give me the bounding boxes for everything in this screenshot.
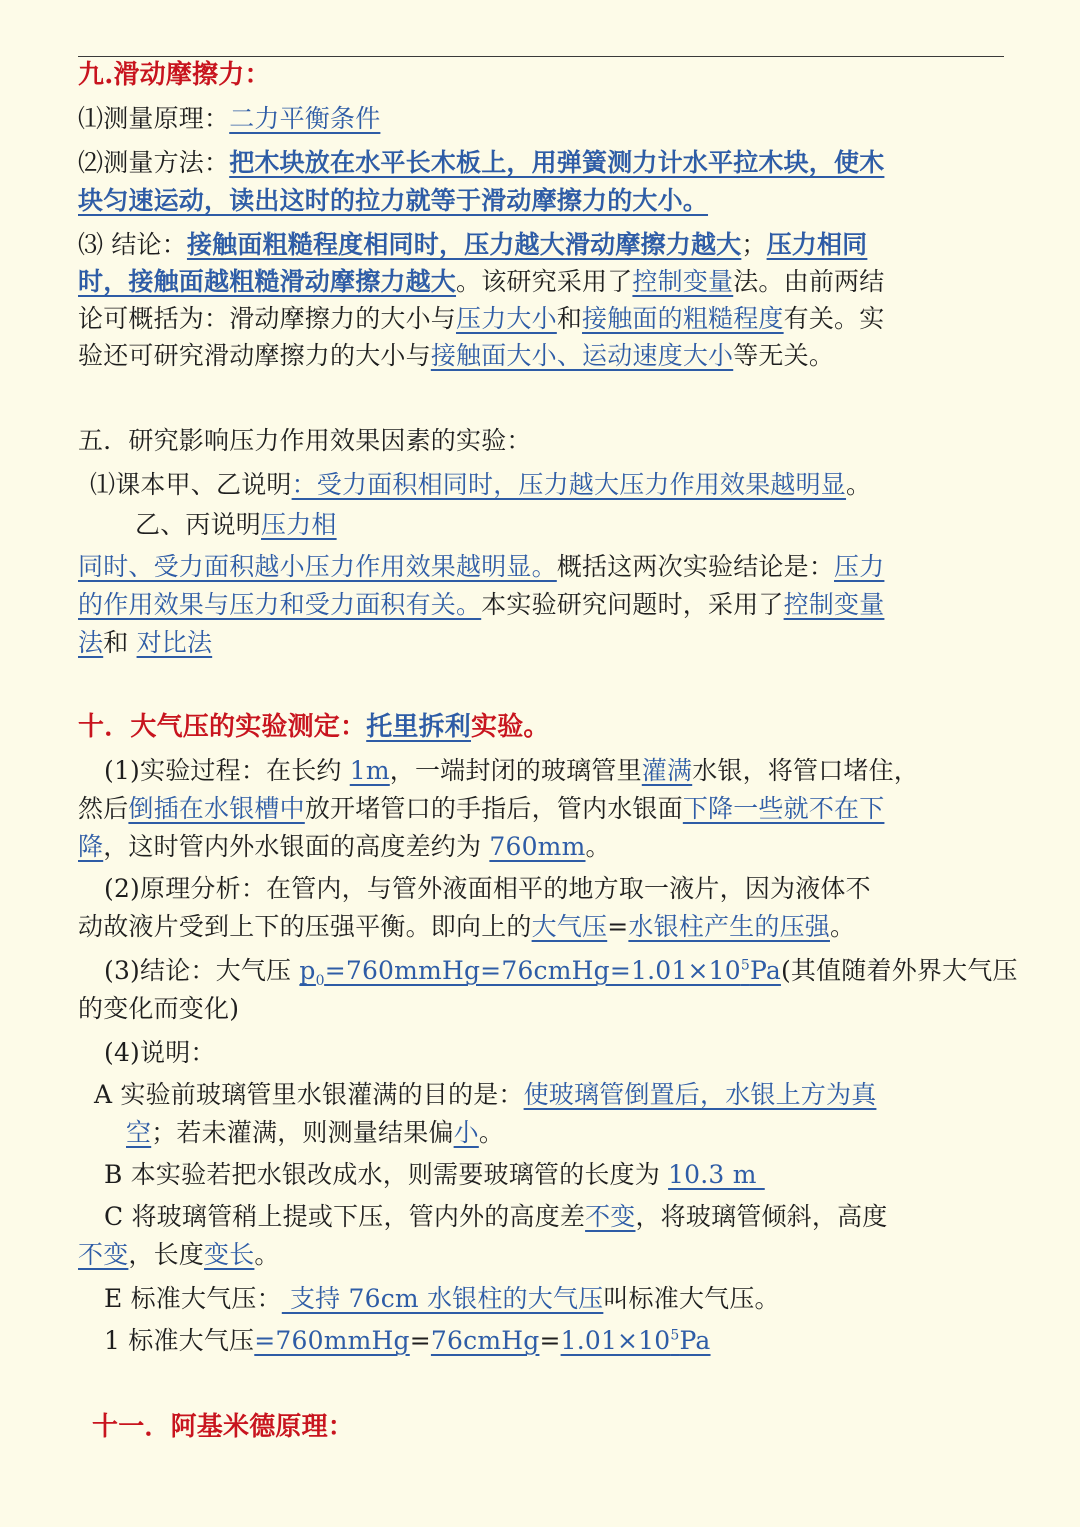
s10-p2-line-2 [78,908,1004,946]
s10-text: ，长度 [128,1240,205,1269]
section-10-title [78,708,1004,746]
s10-note-c-answer-2: 不变 [78,1240,129,1269]
s10-note-e-label: E 标准大气压： [104,1284,282,1313]
s9-factor-answer-2: 接触面的粗糙程度 [582,304,784,333]
s10-text: 。 [585,832,611,861]
s10-text: 水银，将管口堵住， [692,756,920,785]
s9-text: 等无关。 [733,341,835,370]
s9-item-2-line-2 [78,182,1004,220]
s9-text: 论可概括为：滑动摩擦力的大小与 [78,304,457,333]
s9-item-3-label: ⑶ 结论： [78,230,187,259]
s10-text: (其值随着外界大气压 [780,956,1018,985]
s9-item-1-label: ⑴测量原理： [78,104,230,133]
s10-note-b [104,1156,1030,1194]
s5-line-5 [78,624,1004,662]
s10-answer-fill: 灌满 [641,756,693,785]
s5-answer-3b: 的作用效果与压力和受力面积有关。 [78,590,482,619]
s5-answer-3a: 压力 [834,552,885,581]
s10-text: = [539,1326,561,1355]
s9-text: 验还可研究滑动摩擦力的大小与 [78,341,431,370]
s5-answer-1: ：受力面积相同时，压力越大压力作用效果越明显 [291,470,847,499]
s10-note-e-answer: 支持 76cm 水银柱的大气压 [281,1284,604,1313]
s5-answer-2b: 同时、受力面积越小压力作用效果越明显。 [78,552,557,581]
s9-conclusion-answer-2b: 时，接触面越粗糙滑动摩擦力越大 [78,267,457,296]
s10-text: 动故液片受到上下的压强平衡。即向上的 [78,912,532,941]
s10-text: 叫标准大气压。 [603,1284,780,1313]
s10-note-c-answer-3: 变长 [204,1240,255,1269]
s10-note-a-line-1 [94,1076,1004,1114]
s10-text: (1)实验过程：在长约 [104,756,350,785]
s10-note-a-answer-2: 小 [453,1118,479,1147]
s10-answer-column: 水银柱产生的压强 [628,912,830,941]
s5-line-4 [78,586,1004,624]
s10-note-a-line-2 [126,1114,1052,1152]
s10-text: ，这时管内外水银面的高度差约为 [103,832,490,861]
s5-text: 概括这两次实验结论是： [556,552,835,581]
s10-note-a-answer-b: 空 [126,1118,152,1147]
s9-item-2-answer-a: 把木块放在水平长木板上，用弹簧测力计水平拉木块，使木 [229,148,885,177]
s9-item-2-answer-b: 块匀速运动，读出这时的拉力就等于滑动摩擦力的大小。 [78,186,709,215]
s9-item-2-line-1 [78,144,1004,182]
s10-title-answer: 托里拆利 [366,712,472,742]
s10-title-c: 实验。 [471,712,550,742]
s9-text: 和 [556,304,583,333]
s9-item-1 [78,100,1004,138]
s5-line-2 [135,506,1061,544]
s9-item-3-line-2 [78,263,1004,301]
s10-std-label: 1 标准大气压 [104,1326,255,1355]
s10-answer-drop-a: 下降一些就不在下 [682,794,885,823]
s5-label-1: ⑴课本甲、乙说明 [90,470,292,499]
s10-p3-line-1 [104,952,1018,990]
s10-p4: (4)说明： [104,1038,216,1067]
s10-answer-length: 1m [349,756,390,785]
s10-text: 。 [254,1240,280,1269]
s5-text: 和 [103,628,137,657]
s10-text: = [607,912,629,941]
s10-text: = [409,1326,431,1355]
s10-answer-invert: 倒插在水银槽中 [128,794,305,823]
s9-text: 。该研究采用了 [456,267,633,296]
s10-answer-height: 760mm [489,832,586,861]
s9-sep: ； [741,230,767,259]
s10-text: 。 [478,1118,505,1147]
s9-item-2-label: ⑵测量方法： [78,148,230,177]
s10-note-c-label: C 将玻璃管稍上提或下压，管内外的高度差 [104,1202,586,1231]
s10-text: ，一端封闭的玻璃管里 [389,756,642,785]
s9-factor-answer-1: 压力大小 [456,304,557,333]
s10-p2-line-1: (2)原理分析：在管内，与管外液面相平的地方取一液片，因为液体不 [104,874,871,903]
section-9-title: 九.滑动摩擦力： [78,60,271,90]
s10-answer-drop-b: 降 [78,832,104,861]
s9-item-3-line-3 [78,300,1004,338]
s10-note-c-line-2 [78,1236,1004,1274]
s10-note-c-answer-1: 不变 [585,1202,636,1231]
section-5-title: 五．研究影响压力作用效果因素的实验： [78,426,532,455]
s10-answer-atm: 大气压 [531,912,608,941]
s10-note-a-label: A 实验前玻璃管里水银灌满的目的是： [94,1080,524,1109]
s5-end: 。 [846,470,872,499]
s9-item-3-line-1 [78,226,1004,264]
s10-note-a-answer-a: 使玻璃管倒置后，水银上方为真 [523,1080,877,1109]
s10-note-b-answer: 10.3 m [668,1160,765,1189]
s10-text: 然后 [78,794,129,823]
s10-std-answer-1: =760mmHg [254,1326,410,1355]
s9-method-answer: 控制变量 [632,267,734,296]
s9-item-1-answer: 二力平衡条件 [229,104,381,133]
s5-answer-2a: 压力相 [261,510,337,539]
s9-text: 法。由前两结 [733,267,885,296]
s10-p1-line-2 [78,790,1004,828]
s5-method-answer-2: 对比法 [136,628,213,657]
s10-p3-line-2: 的变化而变化) [78,994,240,1023]
s10-note-e [104,1280,1030,1318]
s5-label-2: 乙、丙说明 [135,510,262,539]
s10-text: 放开堵管口的手指后，管内水银面 [304,794,683,823]
s5-line-1 [90,466,1016,504]
s10-std-answer-2: 76cmHg [430,1326,540,1355]
s10-text: ；若未灌满，则测量结果偏 [151,1118,454,1147]
s9-irrelevant-answer: 接触面大小、运动速度大小 [430,341,734,370]
s5-line-3 [78,548,1004,586]
section-11-title: 十一．阿基米德原理： [92,1412,355,1442]
s10-std-answer-3: $1.01\times 10^5Pa$ [560,1326,711,1355]
s10-answer-value: $p_0=760mmHg=76cmHg=1.01\times 10^5Pa$ [299,956,781,989]
s9-conclusion-answer-2a: 压力相同 [766,230,868,259]
s10-p1-line-3 [78,828,1004,866]
s5-method-answer-1a: 控制变量 [783,590,885,619]
s9-item-3-line-4 [78,337,1004,375]
s5-method-answer-1b: 法 [78,628,104,657]
s10-standard-pressure [104,1322,1030,1360]
s5-text: 本实验研究问题时，采用了 [481,590,784,619]
s10-text: 。 [829,912,856,941]
s10-text: (3)结论：大气压 [104,956,300,985]
s9-text: 有关。实 [783,304,885,333]
s9-conclusion-answer-1: 接触面粗糙程度相同时，压力越大滑动摩擦力越大 [186,230,742,259]
s10-note-c-line-1 [104,1198,1004,1236]
s10-title-a: 十．大气压的实验测定： [78,712,367,742]
s10-text: ，将玻璃管倾斜，高度 [635,1202,888,1231]
s10-p1-line-1 [104,752,1004,790]
s10-note-b-label: B 本实验若把水银改成水，则需要玻璃管的长度为 [104,1160,669,1189]
